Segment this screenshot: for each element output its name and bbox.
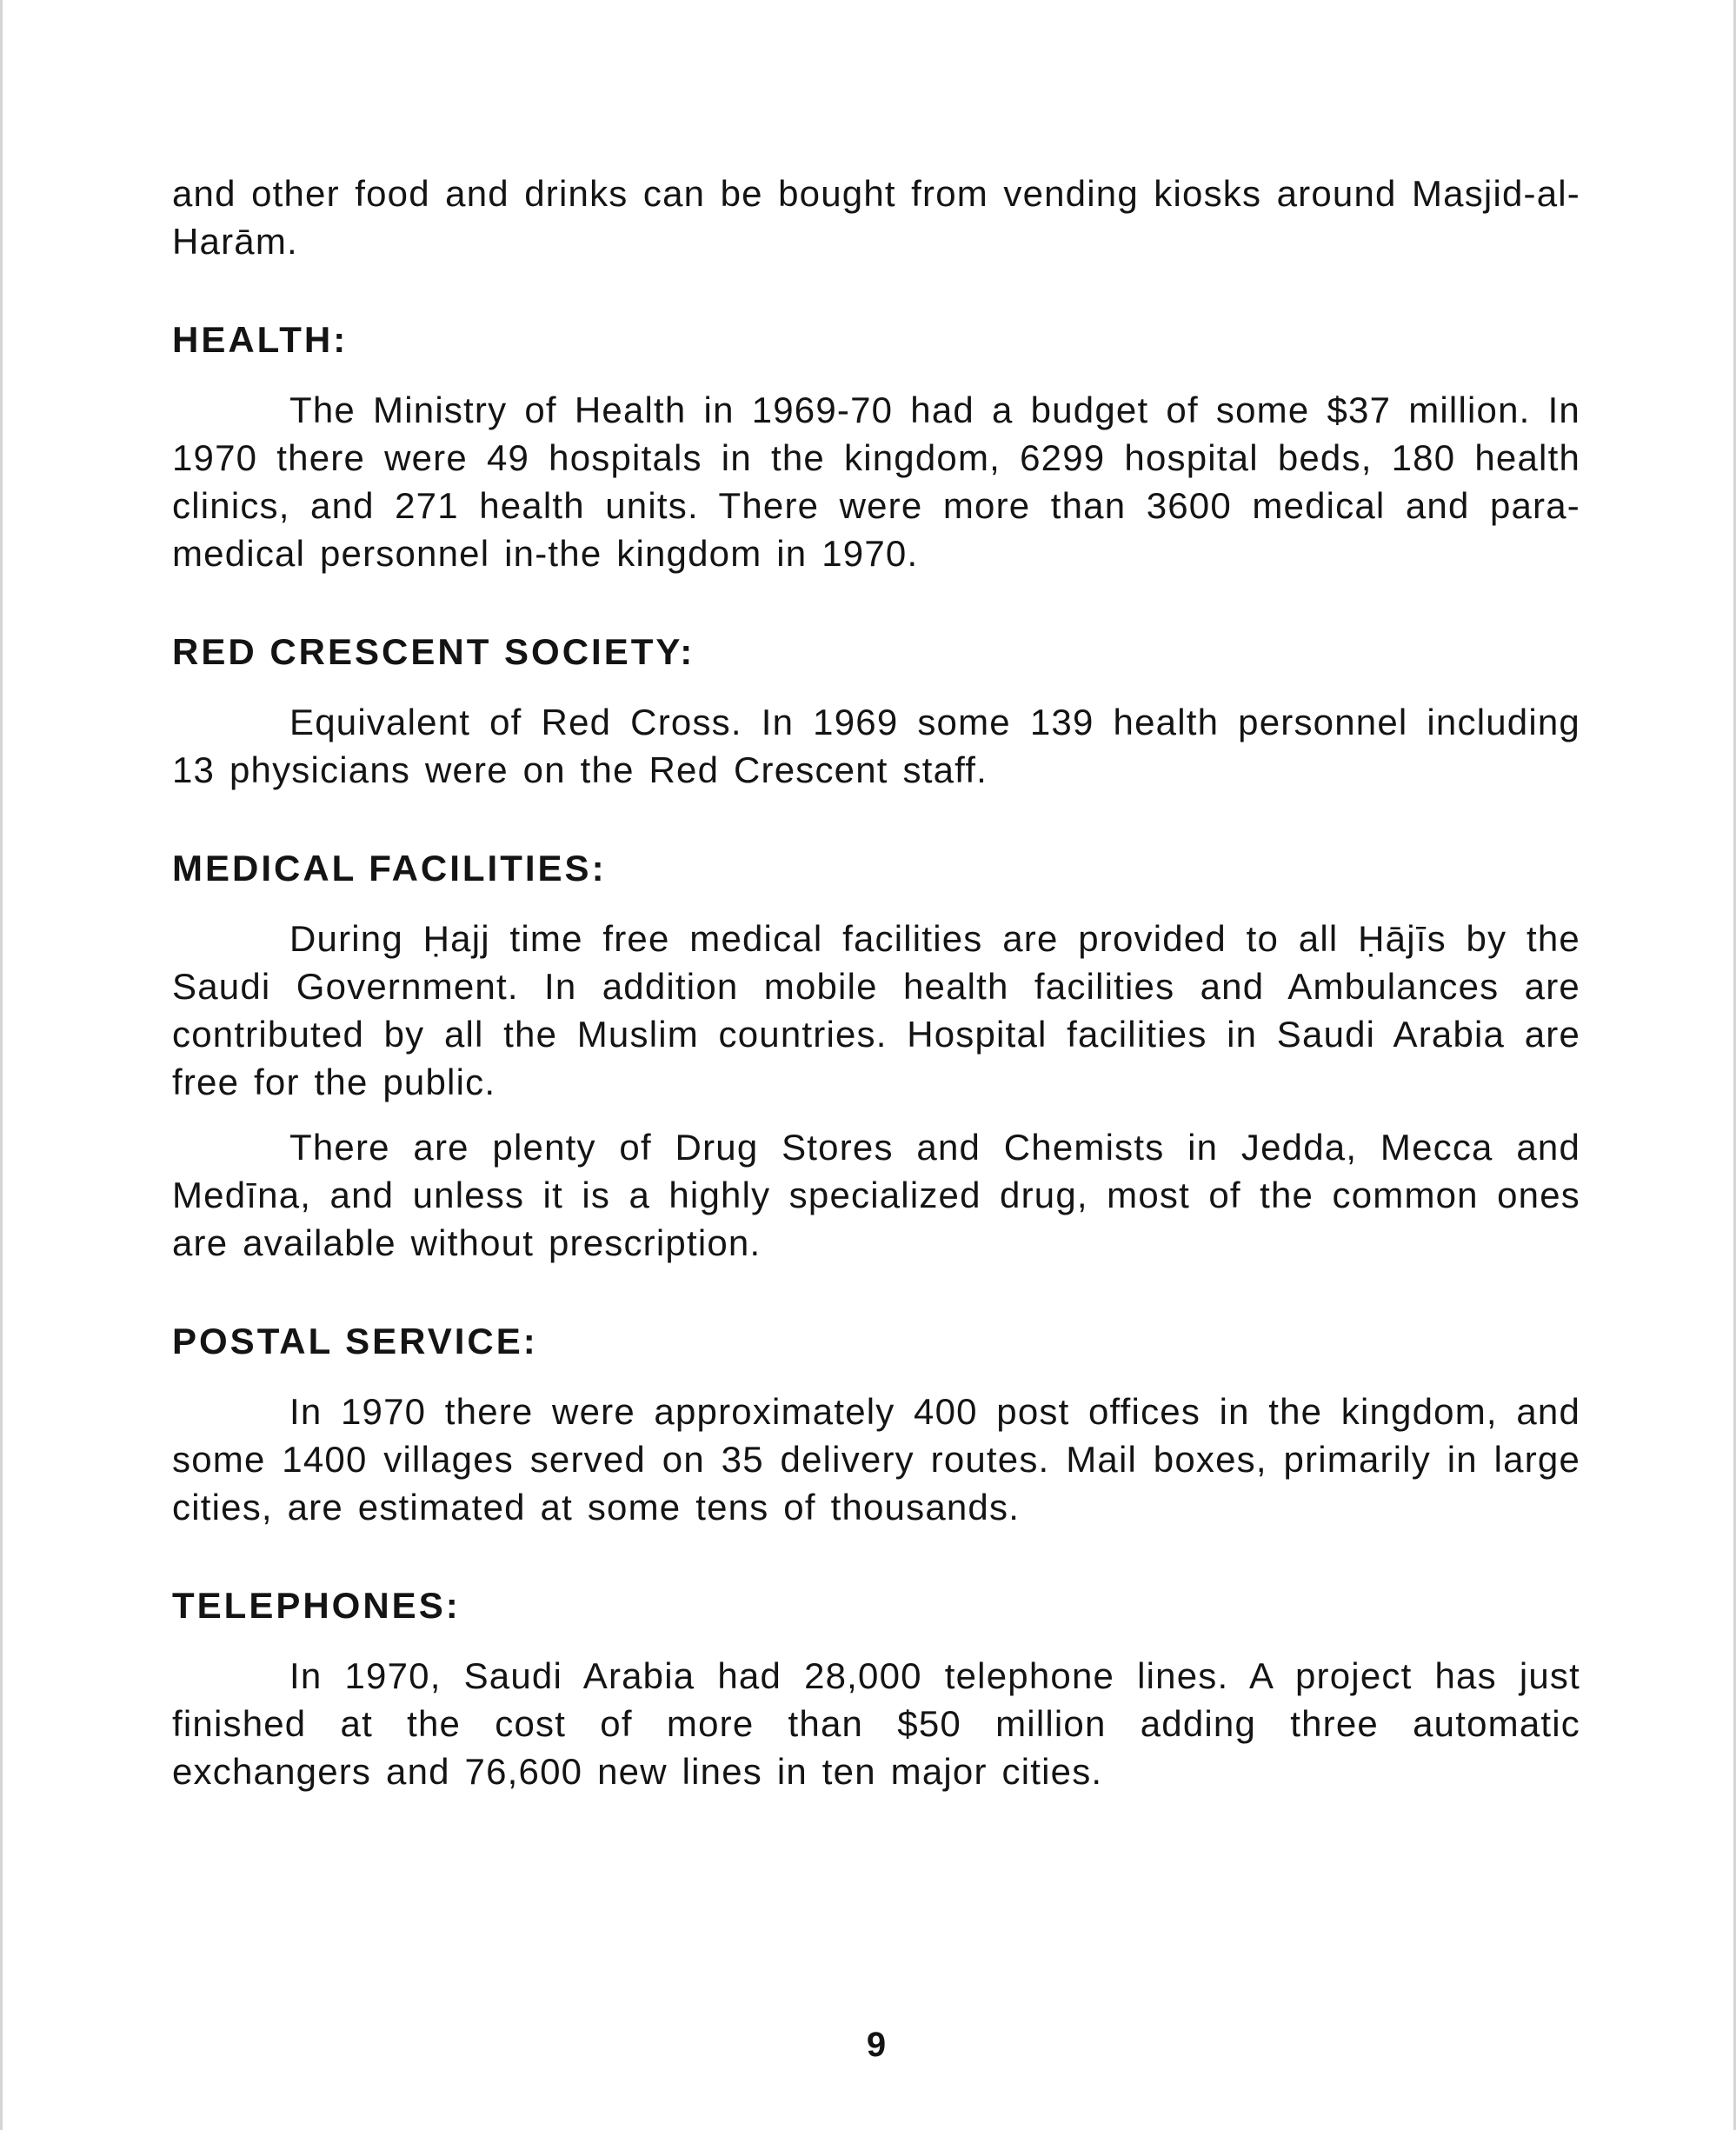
health-paragraph: The Ministry of Health in 1969-70 had a budget of some $37 million. In 1970 there were 49 hospitals in the kingdom, 6299 hospital beds, 180 health clinics, and 271 health units. There were more than 3600 medical and para-medical personnel in-the kingdom in 1970. (172, 389, 1580, 574)
red-crescent-paragraph: Equivalent of Red Cross. In 1969 some 139 health personnel including 13 physicians were on the Red Crescent staff. (172, 702, 1580, 790)
page-content (172, 170, 1580, 1795)
page-number: 9 (866, 2026, 887, 2064)
medical-facilities-paragraph-1: During Ḥajj time free medical facilities are provided to all Ḥājīs by the Saudi Government. In addition mobile health facilities and Ambulances are contributed by all the Muslim countries. Hospital facilities in Saudi Arabia are free for the public. (172, 918, 1580, 1102)
intro-paragraph: and other food and drinks can be bought from vending kiosks around Masjid-al-Harām. (172, 173, 1580, 262)
heading-red-crescent-society: RED CRESCENT SOCIETY: (172, 631, 695, 672)
heading-health: HEALTH: (172, 319, 349, 360)
heading-postal-service: POSTAL SERVICE: (172, 1321, 538, 1361)
telephones-paragraph: In 1970, Saudi Arabia had 28,000 telephone lines. A project has just finished at the cost of more than $50 million adding three automatic exchangers and 76,600 new lines in ten major cities. (172, 1655, 1580, 1792)
heading-medical-facilities: MEDICAL FACILITIES: (172, 848, 607, 889)
heading-telephones: TELEPHONES: (172, 1585, 461, 1626)
postal-service-paragraph: In 1970 there were approximately 400 post offices in the kingdom, and some 1400 villages served on 35 delivery routes. Mail boxes, primarily in large cities, are estimated at some tens of thousands. (172, 1391, 1580, 1528)
medical-facilities-paragraph-2: There are plenty of Drug Stores and Chemists in Jedda, Mecca and Medīna, and unless it is a highly specialized drug, most of the common ones are available without prescription. (172, 1127, 1580, 1263)
